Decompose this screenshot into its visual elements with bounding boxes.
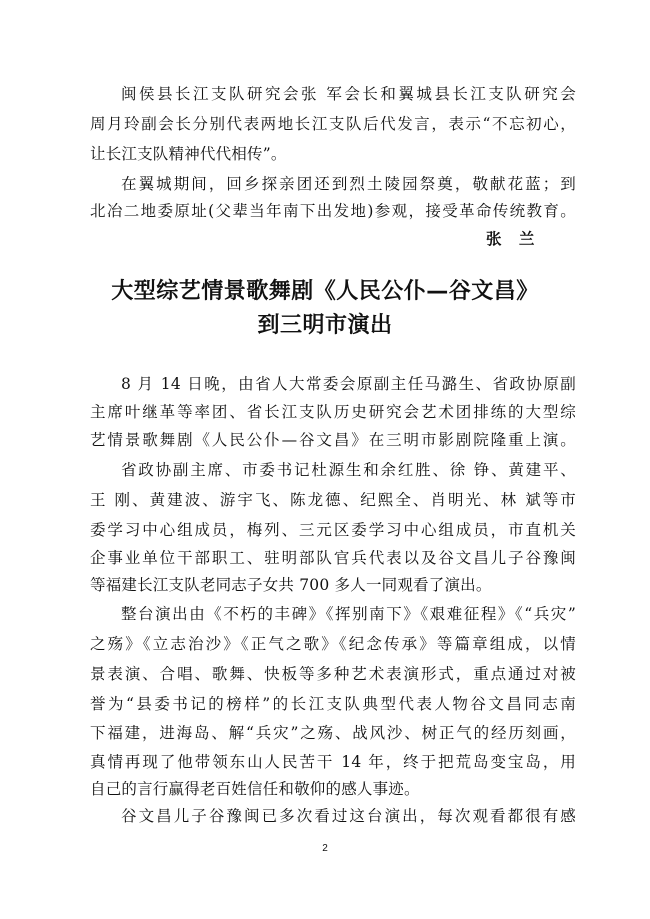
article-para3-line7: 自己的言行赢得老百姓信任和敬仰的感人事迹。 — [90, 780, 420, 798]
top-para2-line1: 在翼城期间，回乡探亲团还到烈土陵园祭奠，敬献花蓝；到 — [121, 175, 576, 193]
article-para4-line1: 谷文昌儿子谷豫闽已多次看过这台演出，每次观看都很有感 — [121, 807, 576, 825]
article-para3-line1: 整台演出由《不朽的丰碑》《挥别南下》《艰难征程》《“兵灾” — [121, 605, 576, 623]
article-para3-line2: 之殇》《立志治沙》《正气之歌》《纪念传承》等篇章组成，以情 — [90, 635, 576, 653]
top-para1-line2: 周月玲副会长分别代表两地长江支队后代发言，表示“不忘初心， — [90, 115, 576, 133]
article-para1-line1: 8 月 14 日晚，由省人大常委会原副主任马潞生、省政协原副 — [121, 375, 576, 393]
article-para2-line1: 省政协副主席、市委书记杜源生和余红胜、徐 铮、黄建平、 — [121, 461, 576, 479]
page-number: 2 — [322, 843, 328, 854]
article-para2-line4: 企事业单位干部职工、驻明部队官兵代表以及谷文昌儿子谷豫闽 — [90, 549, 576, 567]
top-para2-line2: 北冶二地委原址(父辈当年南下出发地)参观，接受革命传统教育。 — [90, 202, 576, 220]
author-signature: 张 兰 — [486, 230, 541, 248]
article-para2-line3: 委学习中心组成员，梅列、三元区委学习中心组成员，市直机关 — [90, 521, 576, 539]
article-title-line2: 到三明市演出 — [257, 313, 393, 338]
article-para3-line6: 真情再现了他带领东山人民苦干 14 年，终于把荒岛变宝岛，用 — [90, 753, 576, 771]
top-para1-line3: 让长江支队精神代代相传”。 — [90, 145, 287, 163]
article-para2-line2: 王 刚、黄建波、游宇飞、陈龙德、纪熙全、肖明光、林 斌等市 — [90, 491, 576, 509]
top-para1-line1: 闽侯县长江支队研究会张 军会长和翼城县长江支队研究会 — [121, 85, 576, 103]
article-para1-line2: 主席叶继革等率团、省长江支队历史研究会艺术团排练的大型综 — [90, 403, 576, 421]
article-para1-line3: 艺情景歌舞剧《人民公仆—谷文昌》在三明市影剧院隆重上演。 — [90, 431, 576, 449]
article-title-line1: 大型综艺情景歌舞剧《人民公仆—谷文昌》 — [111, 279, 539, 304]
article-para3-line5: 下福建，进海岛、解“兵灾”之殇、战风沙、树正气的经历刻画， — [90, 724, 576, 742]
article-para2-line5: 等福建长江支队老同志子女共 700 多人一同观看了演出。 — [90, 576, 492, 594]
article-para3-line4: 誉为“县委书记的榜样”的长江支队典型代表人物谷文昌同志南 — [90, 695, 576, 713]
article-para3-line3: 景表演、合唱、歌舞、快板等多种艺术表演形式，重点通过对被 — [90, 665, 576, 683]
